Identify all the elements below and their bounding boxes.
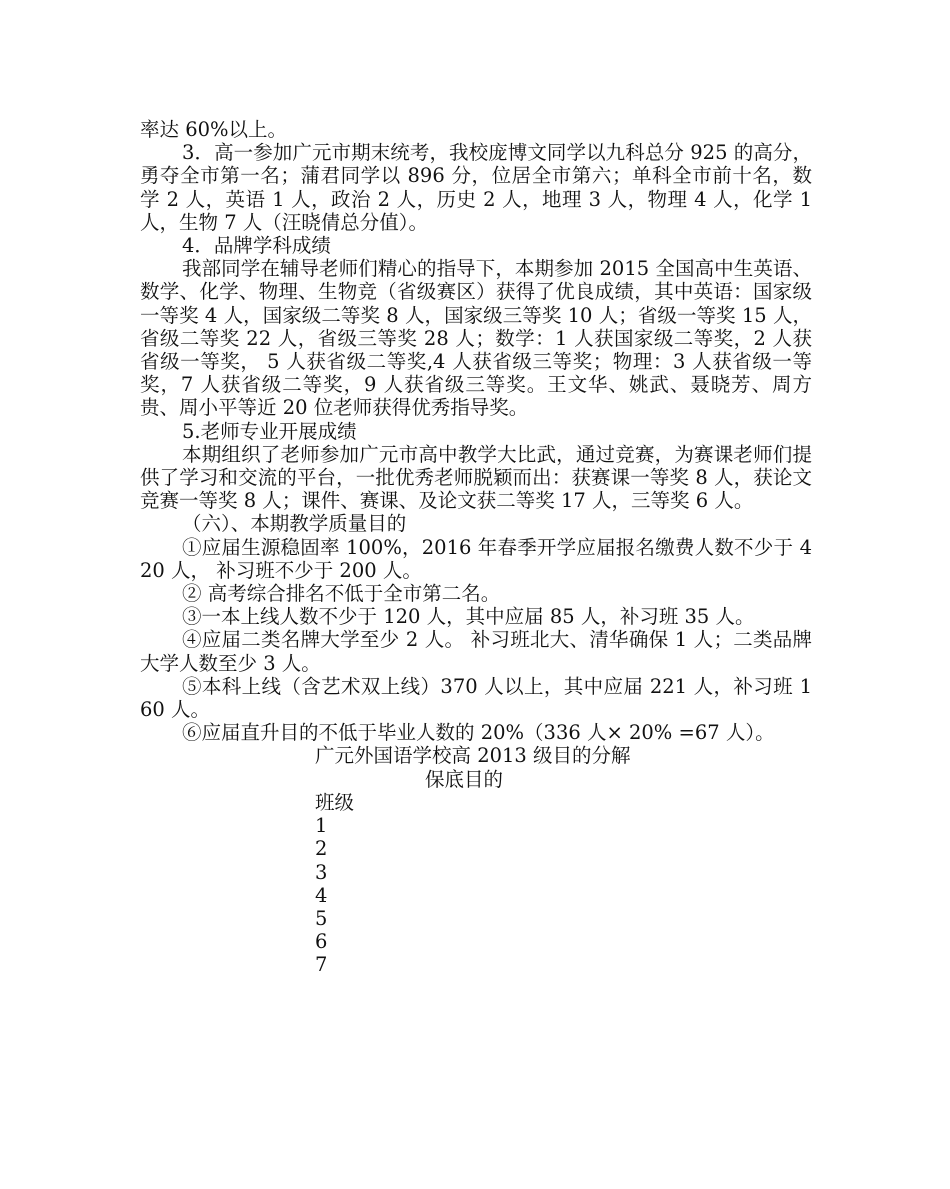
class-row: 2 [315,837,328,861]
document-body [140,118,812,744]
class-row: 5 [315,906,328,930]
document-page [140,118,812,977]
paragraph: 4．品牌学科成绩 [182,234,331,258]
class-row: 7 [315,953,328,977]
paragraph: ⑤本科上线（含艺术双上线）370 人以上，其中应届 221 人，补习班 160 人。 [140,674,812,722]
class-column-rows [315,814,812,976]
paragraph: ①应届生源稳固率 100%，2016 年春季开学应届报名缴费人数不少于 420 人， 补习班不少于 200 人。 [140,535,812,582]
paragraph: ④应届二类名牌大学至少 2 人。 补习班北大、清华确保 1 人；二类品牌大学人数至少 3 人。 [140,628,812,675]
class-row: 3 [315,860,328,884]
paragraph: ② 高考综合排名不低于全市第二名。 [182,582,501,606]
class-column-header: 班级 [315,790,355,814]
class-row: 4 [315,883,328,907]
table-title: 广元外国语学校高 2013 级目的分解 [315,744,631,768]
paragraph: 5.老师专业开展成绩 [182,419,357,443]
table-subtitle: 保底目的 [425,767,504,791]
class-row: 6 [315,930,328,954]
paragraph: 本期组织了老师参加广元市高中教学大比武，通过竞赛，为赛课老师们提供了学习和交流的平台，一批优秀老师脱颖而出：获赛课一等奖 8 人，获论文竞赛一等奖 8 人；课件、赛课、及论文获二等奖 17 人，三等奖 6 人。 [140,442,812,513]
paragraph: 率达 60%以上。 [140,118,288,141]
class-column [140,791,812,977]
paragraph: （六）、本期教学质量目的 [182,512,407,536]
paragraph: 我部同学在辅导老师们精心的指导下，本期参加 2015 全国高中生英语、数学、化学、物理、生物竞（省级赛区）获得了优良成绩，其中英语：国家级一等奖 4 人，国家级二等奖 8 人，国家级三等奖 10 人；省级一等奖 15 人，省级二等奖 22 人，省级三等奖 28 人；数学：1 人获国家级二等奖，2 人获省级一等奖， 5 人获省级二等奖,4 人获省级三等奖；物理：3 人获省级一等奖，7 人获省级二等奖，9 人获省级三等奖。王文华、姚武、聂晓芳、周方贵、周小平等近 20 位老师获得优秀指导奖。 [140,257,812,420]
class-row: 1 [315,814,328,838]
paragraph: ⑥应届直升目的不低于毕业人数的 20%（336 人× 20% =67 人）。 [182,721,775,745]
paragraph: 3．高一参加广元市期末统考，我校庞博文同学以九科总分 925 的高分，勇夺全市第一名；蒲君同学以 896 分，位居全市第六；单科全市前十名，数学 2 人，英语 1 人，政治 2 人，历史 2 人，地理 3 人，物理 4 人，化学 1 人，生物 7 人（汪晓倩总分值）。 [140,141,812,234]
paragraph: ③一本上线人数不少于 120 人，其中应届 85 人，补习班 35 人。 [182,605,755,629]
